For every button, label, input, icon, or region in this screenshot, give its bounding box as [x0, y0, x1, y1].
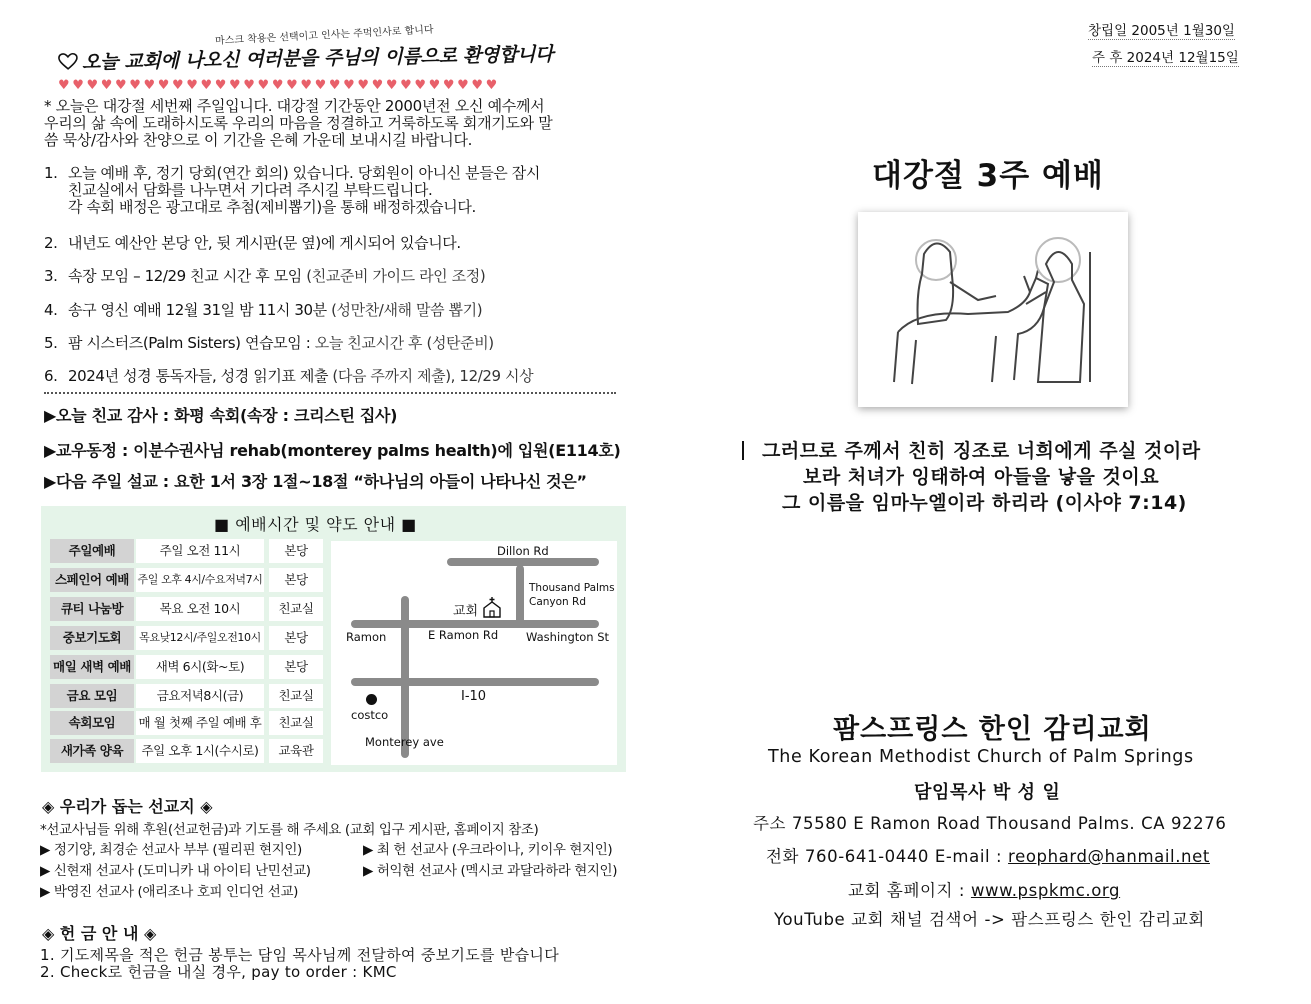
schedule-row-place: 본당 [269, 539, 323, 563]
notice-text: 2024년 성경 통독자들, 성경 읽기표 제출 [68, 367, 329, 385]
notice-text: 오늘 예배 후, 정기 당회(연간 회의) 있습니다. 당회원이 아니신 분들은 잠시 [68, 164, 540, 182]
notice-continuation: 각 속회 배정은 광고대로 추첨(제비뽑기)을 통해 배정하겠습니다. [68, 198, 476, 216]
notice-subtext: (성만찬/새해 말씀 뽑기) [326, 301, 483, 319]
schedule-row-name: 스페인어 예배 [50, 568, 134, 592]
notice-number: 3. [44, 267, 58, 285]
schedule-row-time: 금요저녁8시(금) [136, 684, 264, 708]
notice-item-5 [44, 332, 494, 353]
notice-item-3 [44, 265, 485, 286]
schedule-row-name: 속회모임 [50, 711, 134, 735]
missions-title: ◈ 우리가 돕는 선교지 ◈ [42, 797, 213, 816]
notice-subtext: (친교준비 가이드 라인 조정) [301, 267, 486, 285]
intro-line: 씀 묵상/감사와 찬양으로 이 기간을 은혜 가운데 보내시길 바랍니다. [44, 131, 473, 149]
dotted-divider [44, 392, 616, 394]
schedule-row-time: 주일 오후 4시/수요저녁7시 [136, 568, 264, 592]
notice-text: 속장 모임 – 12/29 친교 시간 후 모임 [68, 267, 302, 285]
verse-line: 보라 처녀가 잉태하여 아들을 낳을 것이요 [803, 466, 1160, 488]
map-label-church: 교회 [453, 604, 479, 619]
heart-outline-icon [58, 53, 78, 76]
map-label-thousand: Thousand Palms [529, 582, 615, 594]
service-title: 대강절 3주 예배 [872, 158, 1104, 194]
schedule-row-place: 친교실 [269, 684, 323, 708]
offering-item: 2. Check로 헌금을 내실 경우, pay to order : KMC [40, 963, 397, 981]
road-i10 [351, 678, 599, 686]
church-name-korean: 팜스프링스 한인 감리교회 [833, 714, 1152, 745]
verse-text: 그러므로 주께서 친히 징조로 너희에게 주실 것이라 [762, 440, 1201, 462]
notice-item-4 [44, 299, 482, 320]
notice-number: 1. [44, 164, 58, 182]
fellowship-thanks: ▶오늘 친교 감사 : 화평 속회(속장 : 크리스틴 집사) [44, 406, 398, 425]
schedule-row-place: 친교실 [269, 597, 323, 621]
intro-paragraph [44, 98, 634, 149]
location-map [331, 541, 617, 765]
notice-number: 4. [44, 301, 58, 319]
schedule-row-name: 주일예배 [50, 539, 134, 563]
welcome-text: 오늘 교회에 나오신 여러분을 주님의 이름으로 환영합니다 [81, 43, 554, 74]
intro-line: 우리의 삶 속에 도래하시도록 우리의 마음을 정결하고 거룩하도록 회개기도와 말 [44, 114, 553, 132]
road-ramon [351, 620, 599, 628]
notice-number: 5. [44, 334, 58, 352]
map-label-e-ramon: E Ramon Rd [428, 628, 499, 642]
schedule-row-time: 목요 오전 10시 [136, 597, 264, 621]
next-sermon: ▶다음 주일 설교 : 요한 1서 3장 1절~18절 “하나님의 아들이 나타나신 것은” [44, 472, 587, 491]
notice-text: 송구 영신 예배 12월 31일 밤 11시 30분 [68, 301, 327, 319]
offering-item: 1. 기도제목을 적은 헌금 봉투는 담임 목사님께 전달하여 중보기도를 받습니다 [40, 946, 560, 964]
heart-divider: ♥♥♥♥♥♥♥♥♥♥♥♥♥♥♥♥♥♥♥♥♥♥♥♥♥♥♥♥♥♥♥ [58, 78, 500, 93]
map-label-washington: Washington St [526, 630, 610, 644]
map-label-ramon: Ramon [346, 630, 387, 644]
verse-bar [742, 441, 744, 460]
schedule-row-time: 주일 오후 1시(수시로) [136, 739, 264, 763]
missions-note: *선교사님들 위해 후원(선교헌금)과 기도를 해 주세요 (교회 입구 게시판, 홈페이지 참조) [40, 822, 539, 838]
verse-line: 그 이름을 임마누엘이라 하리라 (이사야 7:14) [782, 492, 1187, 514]
road-dillon [447, 558, 599, 566]
notice-continuation: 친교실에서 담화를 나누면서 기다려 주시길 부탁드립니다. [68, 181, 433, 199]
pastor-name: 담임목사 박 성 일 [914, 782, 1061, 803]
schedule-row-place: 교육관 [269, 739, 323, 763]
schedule-row-name: 새가족 양육 [50, 739, 134, 763]
notice-text: 내년도 예산안 본당 안, 뒷 게시판(문 옆)에 게시되어 있습니다. [68, 234, 461, 252]
homepage-link[interactable]: www.pspkmc.org [970, 881, 1121, 900]
sunday-date: 주 후 2024년 12월15일 [1092, 46, 1239, 67]
schedule-row-place: 본당 [269, 626, 323, 650]
schedule-row-place: 본당 [269, 655, 323, 679]
holy-family-journey-icon [858, 212, 1128, 407]
notice-number: 6. [44, 367, 58, 385]
road-monterey [401, 596, 409, 758]
church-icon [481, 596, 503, 622]
notice-item-2 [44, 232, 461, 253]
youtube-line: YouTube 교회 채널 검색어 -> 팜스프링스 한인 감리교회 [774, 910, 1205, 929]
notice-item-6 [44, 365, 533, 386]
verse-line [742, 436, 1201, 463]
mission-item: ▶ 박영진 선교사 (애리조나 호피 인디언 선교) [40, 884, 298, 900]
map-label-canyon: Canyon Rd [529, 596, 587, 608]
schedule-title: ■ 예배시간 및 약도 안내 ■ [214, 515, 417, 534]
schedule-row-time: 새벽 6시(화~토) [136, 655, 264, 679]
map-label-i10: I-10 [461, 689, 487, 704]
schedule-row-name: 큐티 나눔방 [50, 597, 134, 621]
intro-line: * 오늘은 대강절 세번째 주일입니다. 대강절 기간동안 2000년전 오신 예수께서 [44, 97, 545, 115]
notice-item-1 [44, 165, 540, 216]
mission-item: ▶ 정기양, 최경순 선교사 부부 (필리핀 현지인) [40, 842, 302, 858]
schedule-row-place: 본당 [269, 568, 323, 592]
schedule-row-place: 친교실 [269, 711, 323, 735]
schedule-row-name: 매일 새벽 예배 [50, 655, 134, 679]
email-link[interactable]: reophard@hanmail.net [1008, 847, 1210, 866]
welcome-banner [58, 39, 554, 76]
notice-subtext: (다음 주까지 제출), 12/29 시상 [328, 367, 534, 385]
notice-text: 팜 시스터즈(Palm Sisters) 연습모임 : [68, 334, 311, 352]
road-thousand-palms [516, 565, 524, 625]
offering-title: ◈ 헌 금 안 내 ◈ [42, 924, 157, 943]
map-label-dillon: Dillon Rd [497, 544, 549, 558]
map-label-monterey: Monterey ave [365, 735, 444, 749]
church-address: 주소 75580 E Ramon Road Thousand Palms. CA 92276 [753, 814, 1227, 833]
schedule-row-time: 주일 오전 11시 [136, 539, 264, 563]
schedule-row-name: 중보기도회 [50, 626, 134, 650]
mission-item: ▶ 최 헌 선교사 (우크라이나, 키이우 현지인) [363, 842, 613, 858]
mask-note: 마스크 착용은 선택이고 인사는 주먹인사로 합니다 [214, 24, 434, 47]
notice-number: 2. [44, 234, 58, 252]
homepage-label: 교회 홈페이지 : [848, 881, 971, 900]
schedule-row-time: 목요낮12시/주일오전10시 [136, 626, 264, 650]
mission-item: ▶ 신현재 선교사 (도미니카 내 아이티 난민선교) [40, 863, 311, 879]
costco-marker [366, 694, 377, 705]
notice-subtext: 오늘 친교시간 후 (성탄준비) [310, 334, 494, 352]
mission-item: ▶ 허익현 선교사 (멕시코 과달라하라 현지인) [363, 863, 618, 879]
schedule-row-time: 매 월 첫째 주일 예배 후 [136, 711, 264, 735]
phone-label: 전화 760-641-0440 E-mail : [766, 847, 1009, 866]
church-name-english: The Korean Methodist Church of Palm Springs [768, 747, 1194, 767]
schedule-row-name: 금요 모임 [50, 684, 134, 708]
member-news: ▶교우동정 : 이분수권사님 rehab(monterey palms health)에 입원(E114호) [44, 441, 621, 460]
contact-line [766, 843, 1210, 867]
founded-date: 창립일 2005년 1월30일 [1088, 19, 1235, 40]
map-label-costco: costco [351, 708, 389, 722]
homepage-line [848, 877, 1120, 901]
